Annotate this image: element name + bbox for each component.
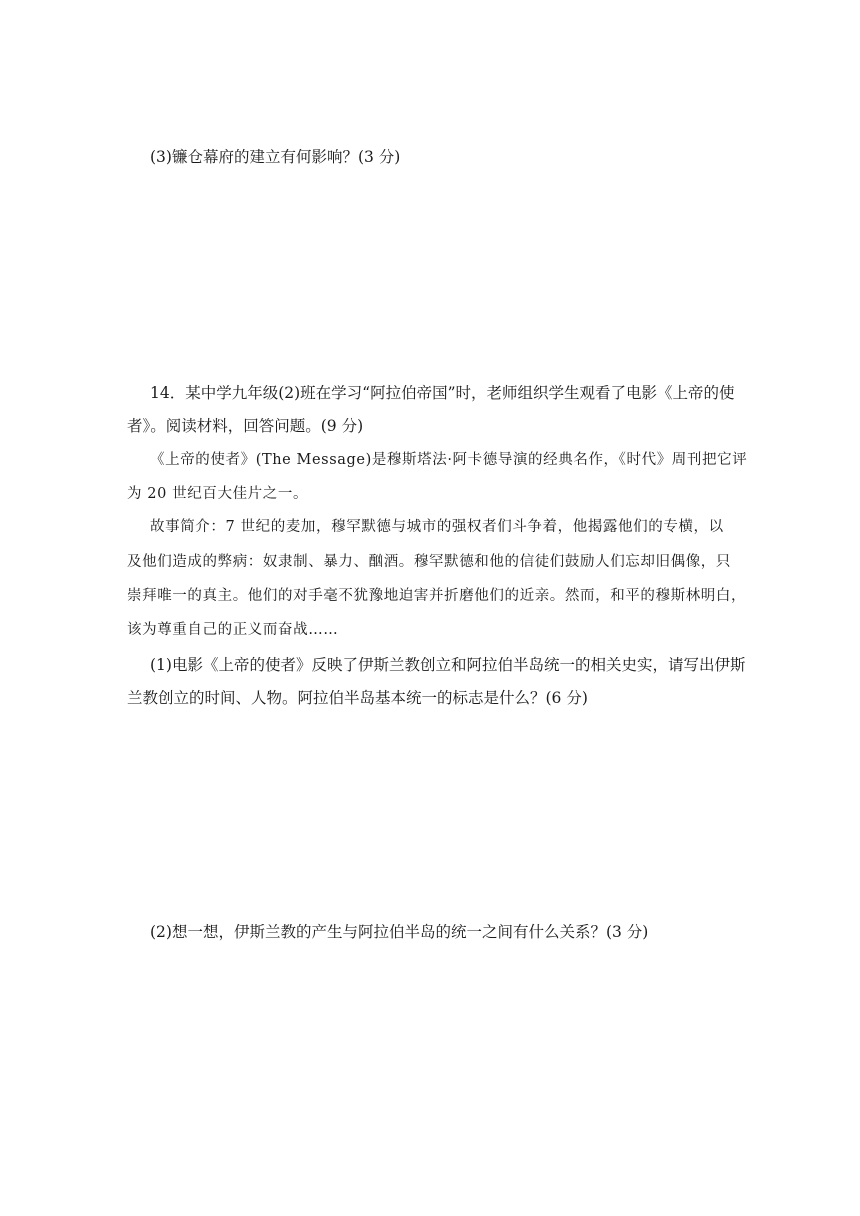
question-14-part-2: (2)想一想，伊斯兰教的产生与阿拉伯半岛的统一之间有什么关系？(3 分) — [150, 923, 649, 941]
material-paragraph-1-line-2: 为 20 世纪百大佳片之一。 — [127, 486, 309, 502]
question-14-part-1-line-2: 兰教创立的时间、人物。阿拉伯半岛基本统一的标志是什么？(6 分) — [127, 689, 588, 707]
material-paragraph-1-line-1: 《上帝的使者》(The Message)是穆斯塔法·阿卡德导演的经典名作，《时代》周刊把它评 — [150, 452, 748, 468]
material-paragraph-2-line-1: 故事简介：7 世纪的麦加，穆罕默德与城市的强权者们斗争着，他揭露他们的专横，以 — [150, 519, 724, 535]
question-14-intro-line-1: 14．某中学九年级(2)班在学习“阿拉伯帝国”时，老师组织学生观看了电影《上帝的使 — [150, 384, 735, 402]
question-14-part-1-line-1: (1)电影《上帝的使者》反映了伊斯兰教创立和阿拉伯半岛统一的相关史实，请写出伊斯 — [150, 656, 746, 674]
material-paragraph-2-line-4: 该为尊重自己的正义而奋战…… — [127, 622, 339, 638]
question-13-part-3: (3)镰仓幕府的建立有何影响？(3 分) — [150, 148, 401, 166]
material-paragraph-2-line-2: 及他们造成的弊病：奴隶制、暴力、酗酒。穆罕默德和他的信徒们鼓励人们忘却旧偶像，只 — [127, 554, 731, 570]
question-14-intro-line-2: 者》。阅读材料，回答问题。(9 分) — [127, 417, 364, 435]
material-paragraph-2-line-3: 崇拜唯一的真主。他们的对手毫不犹豫地迫害并折磨他们的近亲。然而，和平的穆斯林明白， — [127, 588, 747, 604]
